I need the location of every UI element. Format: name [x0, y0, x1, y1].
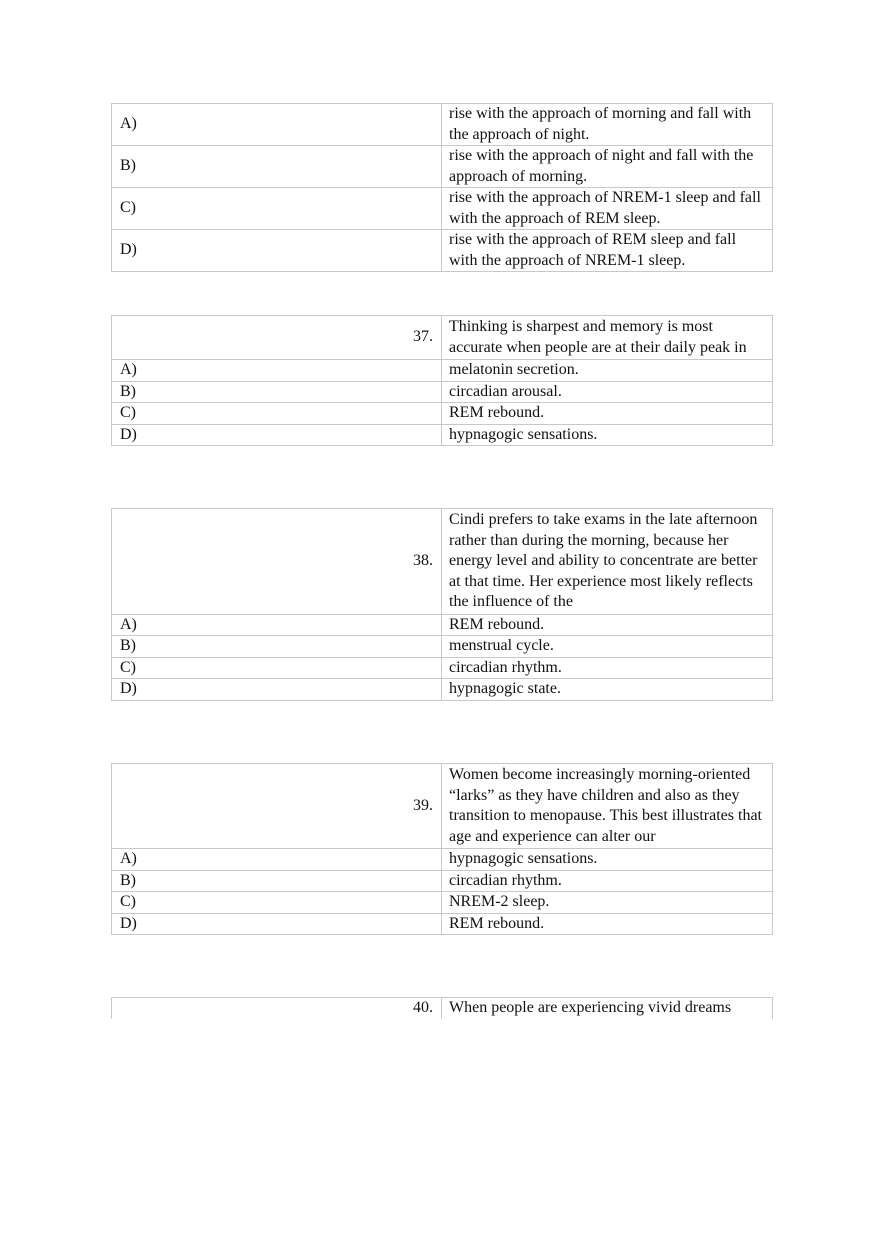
option-text: NREM-2 sleep. [442, 892, 773, 914]
option-row [112, 636, 773, 658]
option-text: hypnagogic sensations. [442, 849, 773, 871]
question-38-table [111, 508, 773, 701]
option-row [112, 913, 773, 935]
option-letter: C) [112, 892, 442, 914]
question-number: 38. [112, 509, 442, 615]
question-39-table [111, 763, 773, 935]
option-letter: B) [112, 636, 442, 658]
option-row [112, 849, 773, 871]
option-text: circadian rhythm. [442, 870, 773, 892]
option-row [112, 381, 773, 403]
question-stem-row [112, 764, 773, 849]
option-row [112, 146, 773, 188]
option-text: rise with the approach of REM sleep and fall with the approach of NREM-1 sleep. [442, 230, 773, 272]
option-text: hypnagogic state. [442, 679, 773, 701]
option-row [112, 657, 773, 679]
option-text: menstrual cycle. [442, 636, 773, 658]
option-row [112, 230, 773, 272]
option-row [112, 188, 773, 230]
option-letter: C) [112, 188, 442, 230]
question-number: 39. [112, 764, 442, 849]
question-stem-row [112, 998, 773, 1020]
question-36-options-table [111, 103, 773, 272]
option-letter: A) [112, 360, 442, 382]
option-text: hypnagogic sensations. [442, 424, 773, 446]
option-letter: B) [112, 870, 442, 892]
option-row [112, 424, 773, 446]
question-40-table [111, 997, 773, 1019]
option-text: circadian arousal. [442, 381, 773, 403]
option-row [112, 360, 773, 382]
option-row [112, 679, 773, 701]
option-row [112, 892, 773, 914]
option-text: REM rebound. [442, 403, 773, 425]
option-text: rise with the approach of night and fall with the approach of morning. [442, 146, 773, 188]
question-stem: When people are experiencing vivid dreams [442, 998, 773, 1020]
option-row [112, 614, 773, 636]
option-row [112, 403, 773, 425]
option-letter: B) [112, 381, 442, 403]
question-stem-row [112, 509, 773, 615]
option-text: rise with the approach of NREM-1 sleep and fall with the approach of REM sleep. [442, 188, 773, 230]
option-row [112, 870, 773, 892]
question-number: 37. [112, 316, 442, 360]
option-letter: D) [112, 679, 442, 701]
question-stem: Thinking is sharpest and memory is most accurate when people are at their daily peak in [442, 316, 773, 360]
option-letter: A) [112, 614, 442, 636]
option-text: REM rebound. [442, 913, 773, 935]
option-text: rise with the approach of morning and fall with the approach of night. [442, 104, 773, 146]
option-text: REM rebound. [442, 614, 773, 636]
question-stem-row [112, 316, 773, 360]
option-letter: C) [112, 403, 442, 425]
option-row [112, 104, 773, 146]
option-letter: A) [112, 849, 442, 871]
option-letter: D) [112, 230, 442, 272]
option-text: circadian rhythm. [442, 657, 773, 679]
option-text: melatonin secretion. [442, 360, 773, 382]
question-number: 40. [112, 998, 442, 1020]
question-stem: Women become increasingly morning-oriented “larks” as they have children and also as they transition to menopause. This best illustrates that age and experience can alter our [442, 764, 773, 849]
question-stem: Cindi prefers to take exams in the late afternoon rather than during the morning, because her energy level and ability to concentrate are better at that time. Her experience most likely reflects the influence of the [442, 509, 773, 615]
option-letter: D) [112, 913, 442, 935]
option-letter: D) [112, 424, 442, 446]
option-letter: B) [112, 146, 442, 188]
option-letter: C) [112, 657, 442, 679]
question-37-table [111, 315, 773, 446]
option-letter: A) [112, 104, 442, 146]
